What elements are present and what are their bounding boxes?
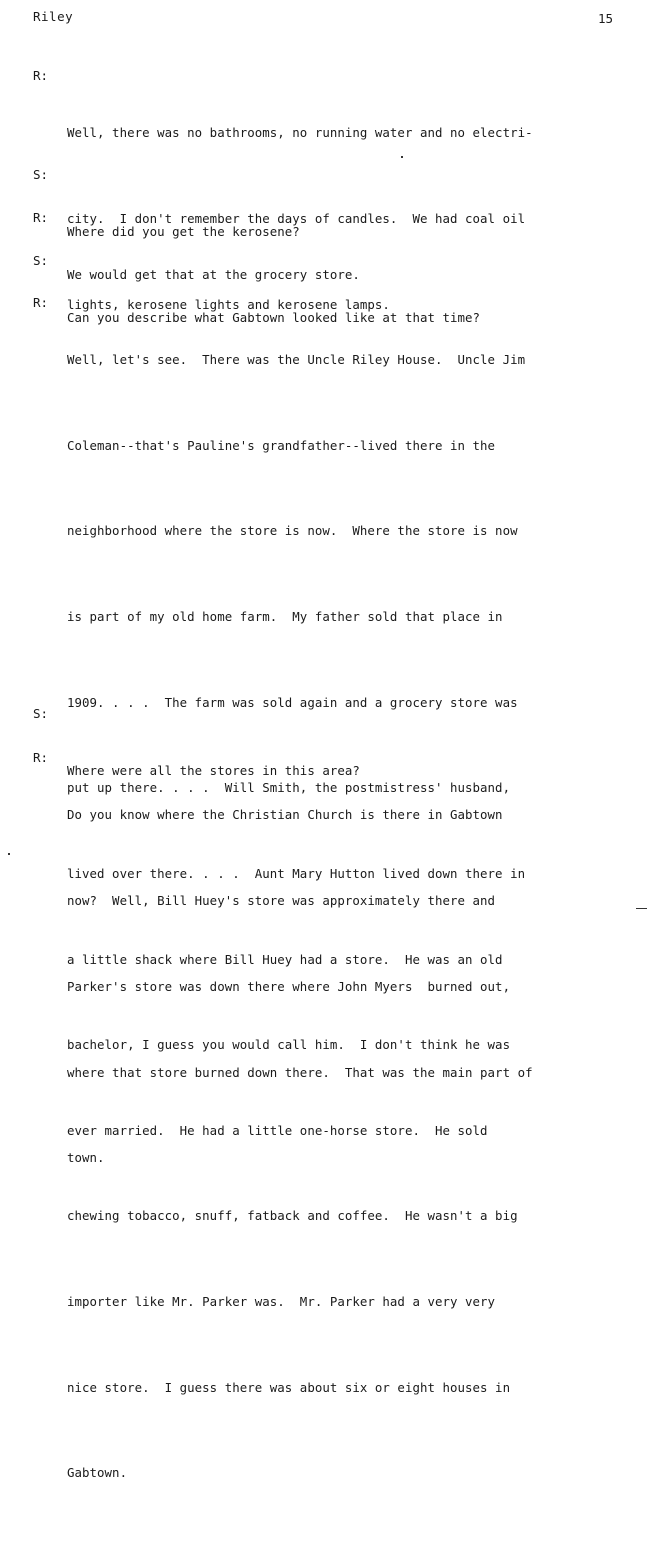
entry-line: Where did you get the kerosene? [67, 224, 300, 240]
entry-line: city. I don't remember the days of candles. We had coal oil [67, 210, 526, 226]
entry-line: Parker's store was down there where John Myers burned out, [67, 978, 511, 994]
entry-line: Can you describe what Gabtown looked like at that time? [67, 310, 481, 326]
entry-line: nice store. I guess there was about six or eight houses in [67, 1379, 511, 1395]
entry-line: ever married. He had a little one-horse store. He sold [67, 1122, 488, 1138]
entry-line: bachelor, I guess you would call him. I don't think he was [67, 1037, 511, 1053]
entry-line: neighborhood where the store is now. Where the store is now [67, 523, 518, 539]
entry-line: now? Well, Bill Huey's store was approximately there and [67, 892, 496, 908]
speaker-label: R: [33, 68, 49, 83]
entry-line: put up there. . . . Will Smith, the postmistress' husband, [67, 780, 511, 796]
page-number: 15 [598, 11, 614, 26]
entry-line: town. [67, 1150, 105, 1166]
entry-line: We would get that at the grocery store. [67, 267, 360, 283]
entry-line: where that store burned down there. That was the main part of [67, 1064, 533, 1080]
entry-line: importer like Mr. Parker was. Mr. Parker had a very very [67, 1294, 496, 1310]
entry-line: Do you know where the Christian Church is there in Gabtown [67, 807, 503, 823]
scan-speck [8, 853, 10, 855]
speaker-label: R: [33, 210, 49, 225]
entry-line: lived over there. . . . Aunt Mary Hutton lived down there in [67, 865, 526, 881]
page-header-name: Riley [33, 9, 74, 24]
entry-line: 1909. . . . The farm was sold again and a grocery store was [67, 694, 518, 710]
entry-line: Well, let's see. There was the Uncle Riley House. Uncle Jim [67, 352, 526, 368]
entry-line: Gabtown. [67, 1465, 128, 1481]
entry-line: Coleman--that's Pauline's grandfather--lived there in the [67, 437, 496, 453]
entry-line: Where were all the stores in this area? [67, 763, 360, 779]
entry-line: is part of my old home farm. My father sold that place in [67, 609, 503, 625]
scan-speck [636, 908, 647, 909]
speaker-label: S: [33, 167, 49, 182]
scan-speck [401, 156, 403, 158]
entry-line: Well, there was no bathrooms, no running water and no electri- [67, 125, 533, 141]
entry-line: a little shack where Bill Huey had a store. He was an old [67, 951, 503, 967]
entry-line: chewing tobacco, snuff, fatback and coffee. He wasn't a big [67, 1208, 518, 1224]
speaker-label: S: [33, 253, 49, 268]
speaker-label: R: [33, 750, 49, 765]
speaker-label: S: [33, 706, 49, 721]
speaker-label: R: [33, 295, 49, 310]
entry-line: lights, kerosene lights and kerosene lamps. [67, 296, 390, 312]
entry-text [67, 744, 617, 1230]
